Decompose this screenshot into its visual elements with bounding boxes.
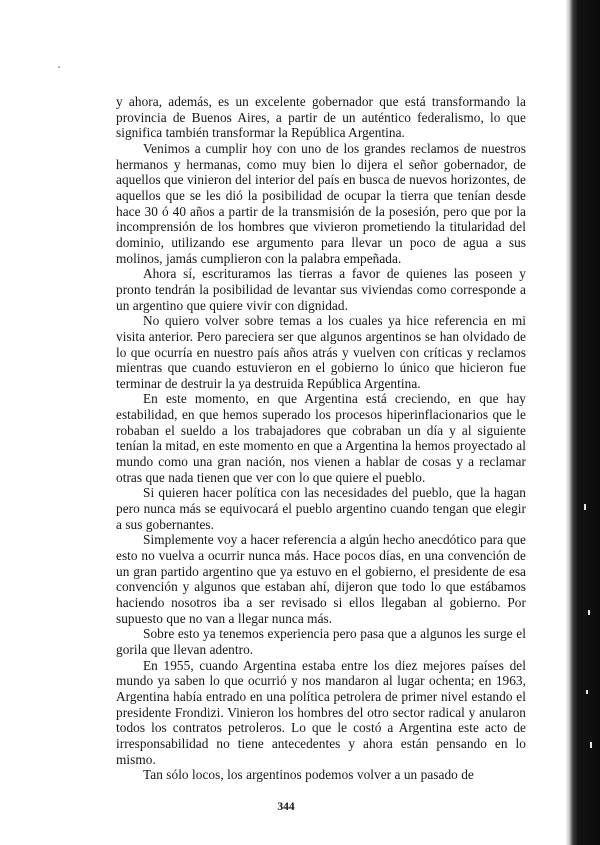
- paragraph-1: y ahora, además, es un excelente gobernador que está transformando la provincia de Buenos Aires, a partir de un auténtico federalismo, lo que significa también transformar la República Argentina.: [116, 94, 526, 141]
- paragraph-4: No quiero volver sobre temas a los cuales ya hice referencia en mi visita anterior. Pero pareciera ser que algunos argentinos se han olvidado de lo que ocurría en nuestro país años atrás y vuelven con críticas y reclamos mientras que cuando estuvieron en el gobierno lo único que hicieron fue terminar de destruir la ya destruida República Argentina.: [116, 313, 526, 391]
- paragraph-3: Ahora sí, escrituramos las tierras a favor de quienes las poseen y pronto tendrán la posibilidad de levantar sus viviendas como corresponde a un argentino que quiere vivir con dignidad.: [116, 266, 526, 313]
- body-text: [116, 94, 526, 783]
- paragraph-7: Simplemente voy a hacer referencia a algún hecho anecdótico para que esto no vuelva a ocurrir nunca más. Hace pocos días, en una convención de un gran partido argentino que ya estuvo en el gobierno, el presidente de esa convención y algunos que estaban ahí, dijeron que todo lo que estábamos haciendo nosotros iba a ser revisado si ellos llegaban al gobierno. Por supuesto que no van a llegar nunca más.: [116, 532, 526, 626]
- paragraph-6: Si quieren hacer política con las necesidades del pueblo, que la hagan pero nunca más se equivocará el pueblo argentino cuando tengan que elegir a sus gobernantes.: [116, 485, 526, 532]
- paragraph-8: Sobre esto ya tenemos experiencia pero pasa que a algunos les surge el gorila que llevan adentro.: [116, 626, 526, 657]
- paragraph-10: Tan sólo locos, los argentinos podemos volver a un pasado de: [143, 767, 474, 783]
- paragraph-2: Venimos a cumplir hoy con uno de los grandes reclamos de nuestros hermanos y hermanas, como muy bien lo dijera el señor gobernador, de aquellos que vinieron del interior del país en busca de nuevos horizontes, de aquellos que se les dió la posibilidad de ocupar la tierra que tenían desde hace 30 ó 40 años a partir de la transmisión de la posesión, pero que por la incomprensión de los hombres que vivieron prometiendo la titularidad del dominio, utilizando ese argumento para llevar un poco de agua a sus molinos, jamás cumplieron con la palabra empeñada.: [116, 140, 526, 266]
- scan-speck: [58, 66, 60, 68]
- paragraph-9: En 1955, cuando Argentina estaba entre los diez mejores países del mundo ya saben lo que ocurrió y nos mandaron al lugar ochenta; en 1963, Argentina había entrado en una política petrolera de primer nivel estando el presidente Frondizi. Vinieron los hombres del otro sector radical y anularon todos los contratos petroleros. Lo que le costó a Argentina este acto de irresponsabilidad no tiene antecedentes y ahora están pensando en lo mismo.: [116, 657, 526, 767]
- paragraph-5: En este momento, en que Argentina está creciendo, en que hay estabilidad, en que hemos superado los procesos hiperinflacionarios que le robaban el sueldo a los trabajadores que cobraban un día y al siguiente tenían la mitad, en este momento en que a Argentina la hemos proyectado al mundo como una gran nación, nos vienen a hablar de cosas y a reclamar otras que nada tienen que ver con lo que quiere el pueblo.: [116, 391, 526, 485]
- page-number: 344: [277, 801, 295, 813]
- scanner-edge-shadow: [566, 0, 600, 845]
